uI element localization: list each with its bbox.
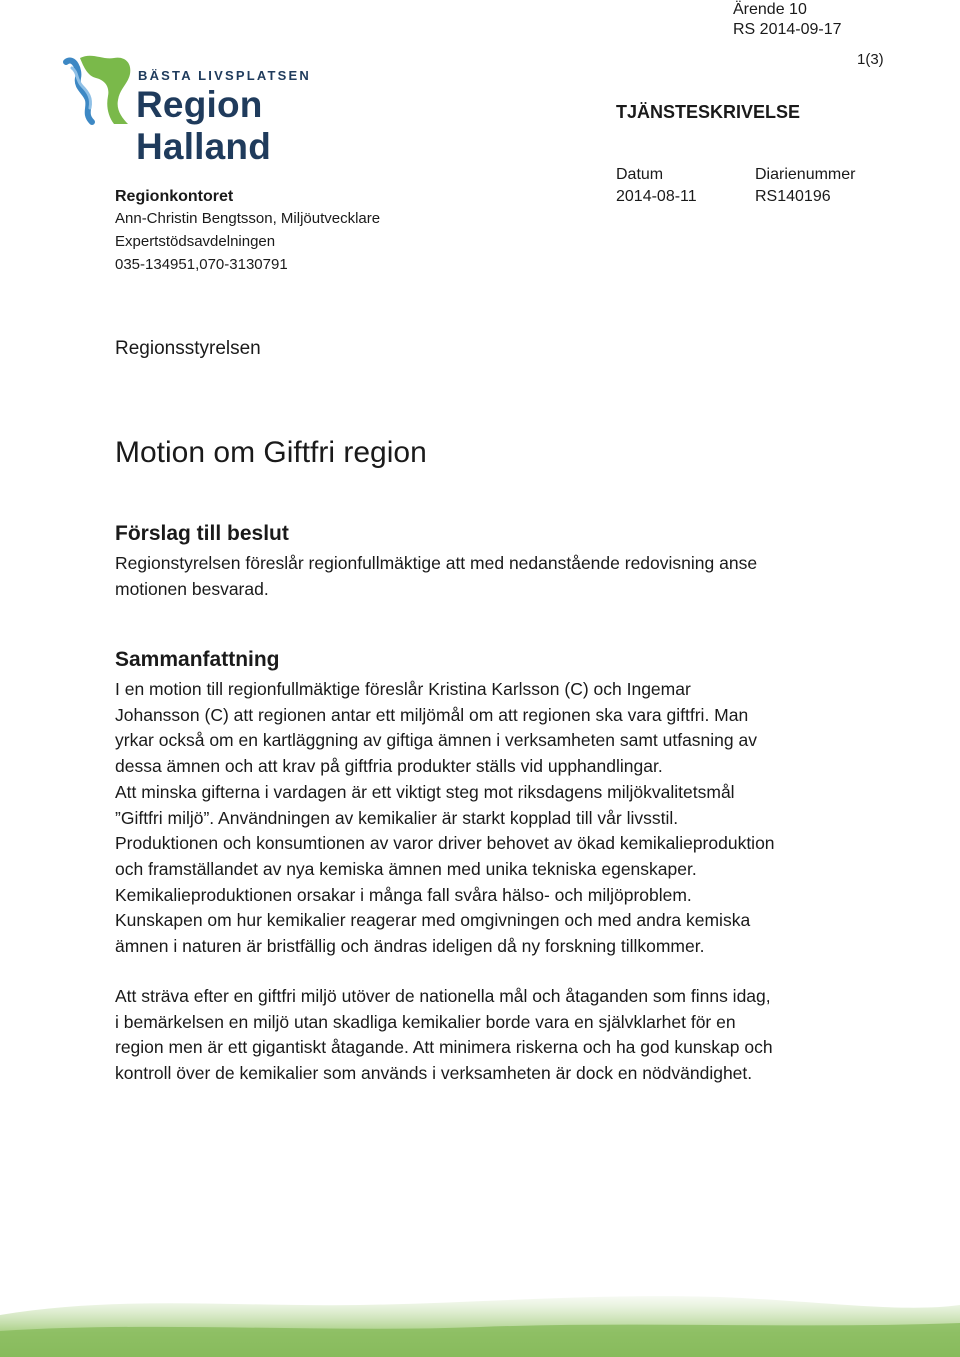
proposal-heading: Förslag till beslut	[115, 522, 289, 545]
registration-value: RS140196	[755, 188, 831, 205]
logo-mark-icon	[62, 48, 142, 128]
proposal-line: motionen besvarad.	[115, 578, 269, 599]
summary-line: Produktionen och konsumtionen av varor driver behovet av ökad kemikalieproduktion	[115, 833, 775, 854]
sender-phone: 035-134951,070-3130791	[115, 256, 288, 273]
summary-line: Johansson (C) att regionen antar ett miljömål om att regionen ska vara giftfri. Man	[115, 704, 749, 725]
summary-line: ”Giftfri miljö”. Användningen av kemikalier är starkt kopplad till vår livsstil.	[115, 807, 679, 828]
sender-person: Ann-Christin Bengtsson, Miljöutvecklare	[115, 210, 381, 227]
summary-heading: Sammanfattning	[115, 648, 280, 671]
proposal-line: Regionstyrelsen föreslår regionfullmäktige att med nedanstående redovisning anse	[115, 553, 758, 573]
case-label: Ärende 10	[733, 1, 807, 18]
summary-line: Kemikalieproduktionen orsakar i många fall svåra hälso- och miljöproblem.	[115, 884, 692, 905]
second-paragraph	[115, 984, 935, 1087]
date-label: Datum	[616, 166, 664, 183]
paragraph-line: kontroll över de kemikalier som används i verksamheten är dock en nödvändighet.	[115, 1063, 753, 1084]
region-halland-logo	[62, 48, 382, 167]
rs-reference: RS 2014-09-17	[733, 21, 842, 38]
summary-line: ämnen i naturen är bristfällig och ändras ideligen då ny forskning tillkommer.	[115, 936, 705, 957]
recipient: Regionsstyrelsen	[115, 338, 261, 359]
registration-label: Diarienummer	[755, 166, 856, 183]
proposal-paragraph	[115, 551, 915, 602]
summary-line: dessa ämnen och att krav på giftfria produkter ställs vid upphandlingar.	[115, 756, 663, 777]
date-value: 2014-08-11	[616, 188, 697, 205]
document-type: TJÄNSTESKRIVELSE	[616, 102, 801, 122]
paragraph-line: region men är ett gigantiskt åtagande. Att minimera riskerna och ha god kunskap och	[115, 1037, 773, 1058]
summary-line: Kunskapen om hur kemikalier reagerar med omgivningen och med andra kemiska	[115, 910, 751, 931]
sender-office: Regionkontoret	[115, 188, 234, 205]
summary-paragraph	[115, 677, 935, 960]
summary-line: I en motion till regionfullmäktige föreslår Kristina Karlsson (C) och Ingemar	[115, 679, 691, 699]
page-number: 1(3)	[857, 51, 884, 68]
summary-line: yrkar också om en kartläggning av giftiga ämnen i verksamheten samt utfasning av	[115, 730, 757, 751]
sender-department: Expertstödsavdelningen	[115, 233, 276, 250]
summary-line: och framställandet av nya kemiska ämnen med unika tekniska egenskaper.	[115, 858, 697, 879]
footer-landscape-decoration	[0, 1285, 960, 1357]
document-title: Motion om Giftfri region	[115, 436, 427, 469]
paragraph-line: i bemärkelsen en miljö utan skadliga kemikalier borde vara en självklarhet för en	[115, 1011, 736, 1032]
paragraph-line: Att sträva efter en giftfri miljö utöver de nationella mål och åtaganden som finns idag,	[115, 986, 771, 1006]
logo-name: Region Halland	[136, 84, 272, 167]
summary-line: Att minska gifterna i vardagen är ett viktigt steg mot riksdagens miljökvalitetsmål	[115, 781, 735, 802]
logo-tagline: BÄSTA LIVSPLATSEN	[138, 68, 311, 83]
